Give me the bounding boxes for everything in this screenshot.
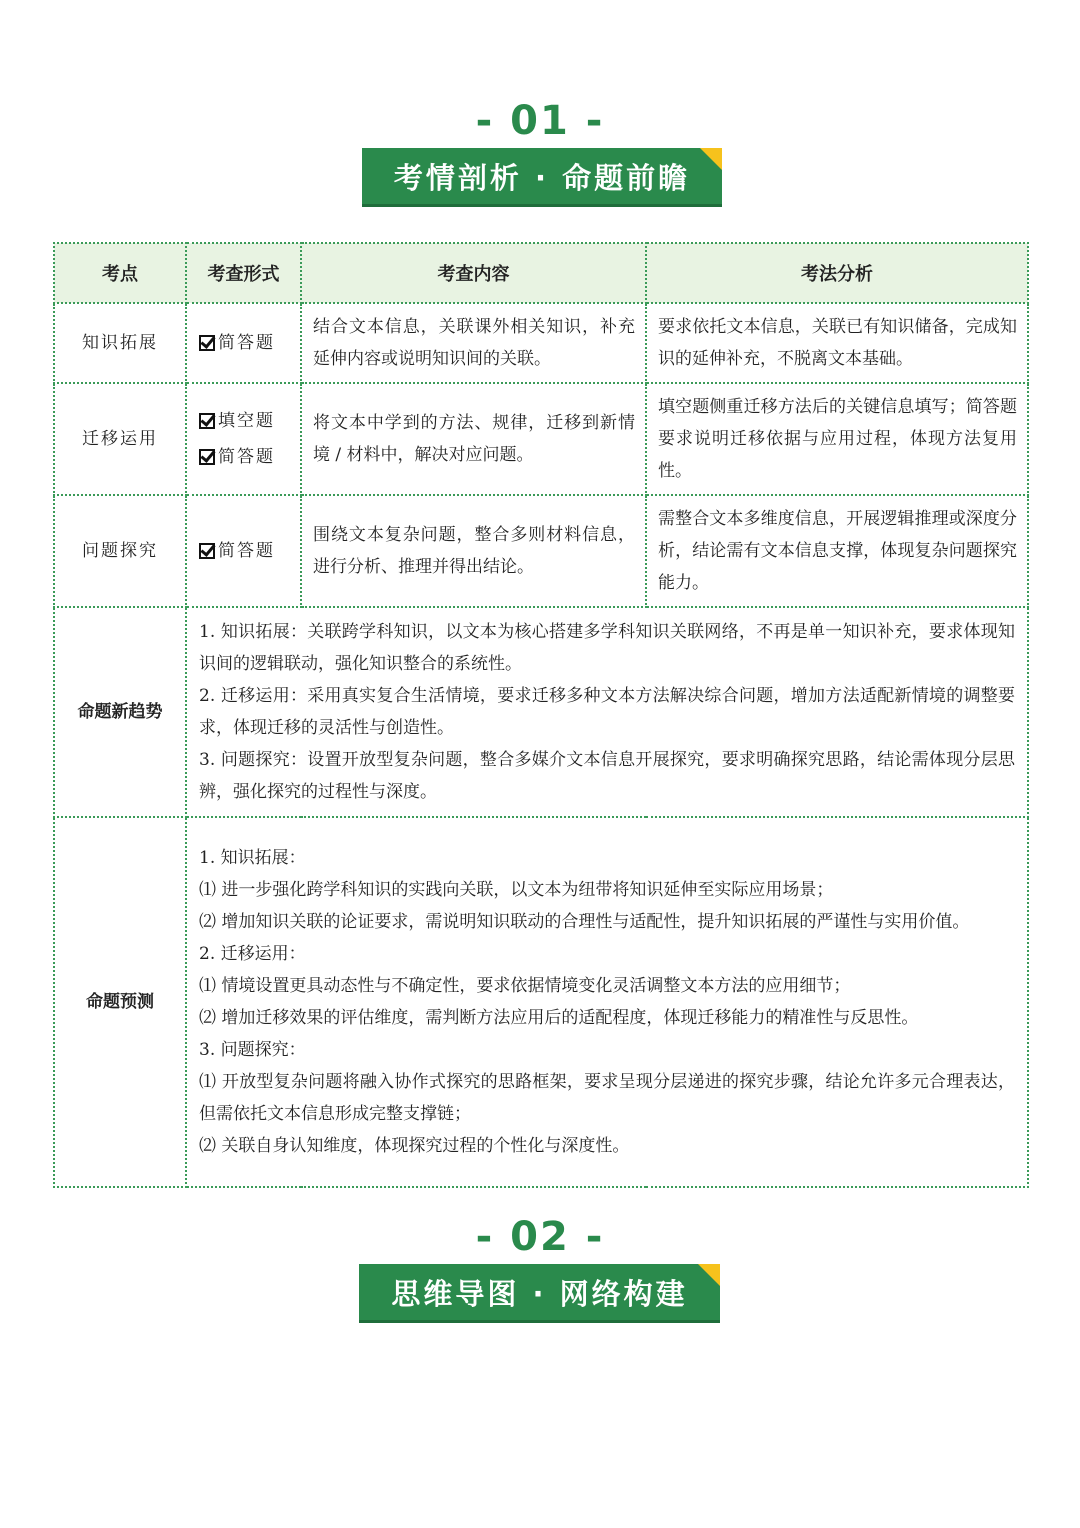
header-form: 考查形式 bbox=[186, 243, 301, 303]
header-point: 考点 bbox=[54, 243, 186, 303]
table-row bbox=[54, 303, 1028, 383]
section-number: - 01 - bbox=[475, 98, 605, 144]
row-forms bbox=[186, 303, 301, 383]
section-title: 考情剖析 · 命题前瞻 bbox=[393, 160, 691, 195]
trend-line: 3. 问题探究：设置开放型复杂问题，整合多媒介文本信息开展探究，要求明确探究思路，结论需体现分层思辨，强化探究的过程性与深度。 bbox=[199, 750, 1015, 802]
row-forms bbox=[186, 383, 301, 495]
forecast-line: ⑴ 情境设置更具动态性与不确定性，要求依据情境变化灵活调整文本方法的应用细节； bbox=[199, 976, 851, 996]
forecast-line: 1. 知识拓展： bbox=[199, 848, 306, 868]
section-number: - 02 - bbox=[475, 1214, 605, 1260]
row-content: 围绕文本复杂问题，整合多则材料信息，进行分析、推理并得出结论。 bbox=[301, 495, 646, 607]
form-label: 简答题 bbox=[218, 447, 275, 467]
form-item bbox=[199, 403, 299, 439]
trend-line: 2. 迁移运用：采用真实复合生活情境，要求迁移多种文本方法解决综合问题，增加方法适配新情境的调整要求，体现迁移的灵活性与创造性。 bbox=[199, 686, 1015, 738]
banner-corner-decoration bbox=[698, 1264, 720, 1286]
section-banner bbox=[359, 1264, 720, 1320]
row-analysis: 填空题侧重迁移方法后的关键信息填写；简答题要求说明迁移依据与应用过程，体现方法复用性。 bbox=[646, 383, 1028, 495]
row-analysis: 要求依托文本信息，关联已有知识储备，完成知识的延伸补充，不脱离文本基础。 bbox=[646, 303, 1028, 383]
trend-line: 1. 知识拓展：关联跨学科知识，以文本为核心搭建多学科知识关联网络，不再是单一知识补充，要求体现知识间的逻辑联动，强化知识整合的系统性。 bbox=[199, 622, 1015, 674]
banner-corner-decoration bbox=[700, 148, 722, 170]
trend-label: 命题新趋势 bbox=[54, 607, 186, 817]
form-label: 简答题 bbox=[218, 541, 275, 561]
forecast-line: ⑴ 开放型复杂问题将融入协作式探究的思路框架，要求呈现分层递进的探究步骤，结论允许多元合理表达，但需依托文本信息形成完整支撑链； bbox=[199, 1072, 1015, 1124]
checkbox-checked-icon bbox=[199, 543, 215, 559]
checkbox-checked-icon bbox=[199, 413, 215, 429]
row-point: 迁移运用 bbox=[54, 383, 186, 495]
form-item bbox=[199, 439, 299, 475]
header-content: 考查内容 bbox=[301, 243, 646, 303]
form-item bbox=[199, 533, 299, 569]
table-row bbox=[54, 383, 1028, 495]
header-analysis: 考法分析 bbox=[646, 243, 1028, 303]
section-title: 思维导图 · 网络构建 bbox=[391, 1276, 688, 1311]
table-row bbox=[54, 495, 1028, 607]
row-point: 知识拓展 bbox=[54, 303, 186, 383]
form-label: 填空题 bbox=[218, 411, 275, 431]
checkbox-checked-icon bbox=[199, 335, 215, 351]
trend-row bbox=[54, 607, 1028, 817]
table-header-row bbox=[54, 243, 1028, 303]
row-content: 结合文本信息，关联课外相关知识，补充延伸内容或说明知识间的关联。 bbox=[301, 303, 646, 383]
row-content: 将文本中学到的方法、规律，迁移到新情境 / 材料中，解决对应问题。 bbox=[301, 383, 646, 495]
forecast-line: ⑵ 增加迁移效果的评估维度，需判断方法应用后的适配程度，体现迁移能力的精准性与反思性。 bbox=[199, 1008, 919, 1028]
forecast-line: ⑵ 关联自身认知维度，体现探究过程的个性化与深度性。 bbox=[199, 1136, 630, 1156]
forecast-line: ⑴ 进一步强化跨学科知识的实践向关联，以文本为纽带将知识延伸至实际应用场景； bbox=[199, 880, 834, 900]
forecast-label: 命题预测 bbox=[54, 817, 186, 1187]
form-label: 简答题 bbox=[218, 333, 275, 353]
checkbox-checked-icon bbox=[199, 449, 215, 465]
exam-analysis-table bbox=[53, 242, 1029, 1188]
row-analysis: 需整合文本多维度信息，开展逻辑推理或深度分析，结论需有文本信息支撑，体现复杂问题探究能力。 bbox=[646, 495, 1028, 607]
section-banner bbox=[362, 148, 722, 204]
row-point: 问题探究 bbox=[54, 495, 186, 607]
forecast-line: 2. 迁移运用： bbox=[199, 944, 306, 964]
row-forms bbox=[186, 495, 301, 607]
forecast-content bbox=[186, 817, 1028, 1187]
form-item bbox=[199, 325, 299, 361]
forecast-line: ⑵ 增加知识关联的论证要求，需说明知识联动的合理性与适配性，提升知识拓展的严谨性与实用价值。 bbox=[199, 912, 970, 932]
forecast-line: 3. 问题探究： bbox=[199, 1040, 306, 1060]
trend-content bbox=[186, 607, 1028, 817]
forecast-row bbox=[54, 817, 1028, 1187]
